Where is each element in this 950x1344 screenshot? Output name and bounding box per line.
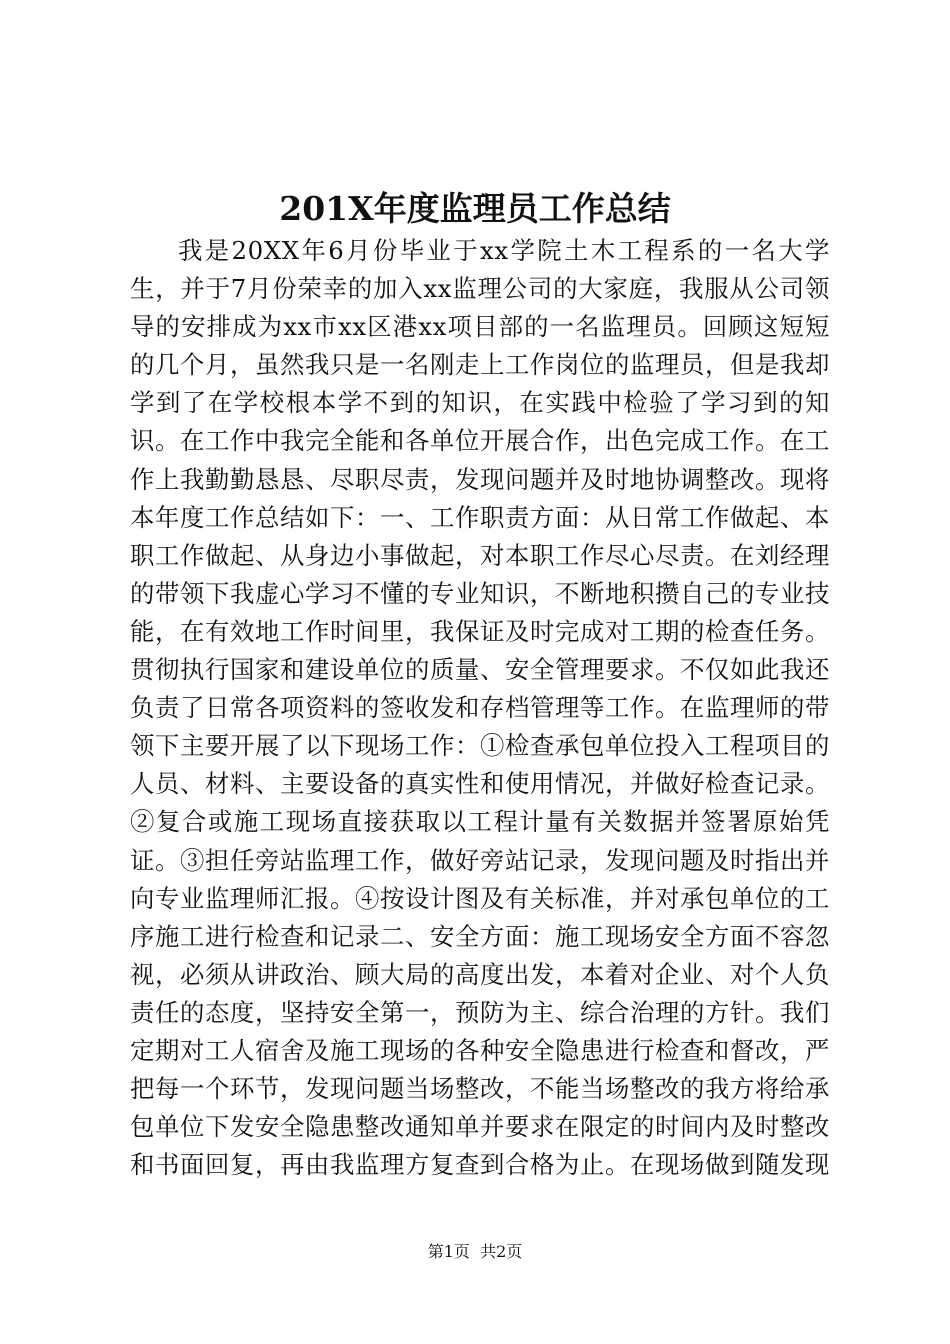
document-title: 201X年度监理员工作总结: [279, 189, 671, 228]
page-total: 共2页: [480, 1242, 523, 1261]
document-body: 我是20XX年6月份毕业于xx学院土木工程系的一名大学生，并于7月份荣幸的加入xx监理公司的大家庭，我服从公司领导的安排成为xx市xx区港xx项目部的一名监理员。回顾这短短的几个月，虽然我只是一名刚走上工作岗位的监理员，但是我却学到了在学校根本学不到的知识，在实践中检验了学习到的知识。在工作中我完全能和各单位开展合作，出色完成工作。在工作上我勤勤恳恳、尽职尽责，发现问题并及时地协调整改。现将本年度工作总结如下：一、工作职责方面：从日常工作做起、本职工作做起、从身边小事做起，对本职工作尽心尽责。在刘经理的带领下我虚心学习不懂的专业知识，不断地积攒自己的专业技能，在有效地工作时间里，我保证及时完成对工期的检查任务。贯彻执行国家和建设单位的质量、安全管理要求。不仅如此我还负责了日常各项资料的签收发和存档管理等工作。在监理师的带领下主要开展了以下现场工作：①检查承包单位投入工程项目的人员、材料、主要设备的真实性和使用情况，并做好检查记录。②复合或施工现场直接获取以工程计量有关数据并签署原始凭证。③担任旁站监理工作，做好旁站记录，发现问题及时指出并向专业监理师汇报。④按设计图及有关标准，并对承包单位的工序施工进行检查和记录二、安全方面：施工现场安全方面不容忽视，必须从讲政治、顾大局的高度出发，本着对企业、对个人负责任的态度，坚持安全第一，预防为主、综合治理的方针。我们定期对工人宿舍及施工现场的各种安全隐患进行检查和督改，严把每一个环节，发现问题当场整改，不能当场整改的我方将给承包单位下发安全隐患整改通知单并要求在限定的时间内及时整改和书面回复，再由我监理方复查到合格为止。在现场做到随发现: [130, 236, 830, 1180]
page-footer: [0, 1240, 950, 1264]
footer-separator: [470, 1242, 480, 1261]
page-number: 第1页: [427, 1242, 470, 1261]
